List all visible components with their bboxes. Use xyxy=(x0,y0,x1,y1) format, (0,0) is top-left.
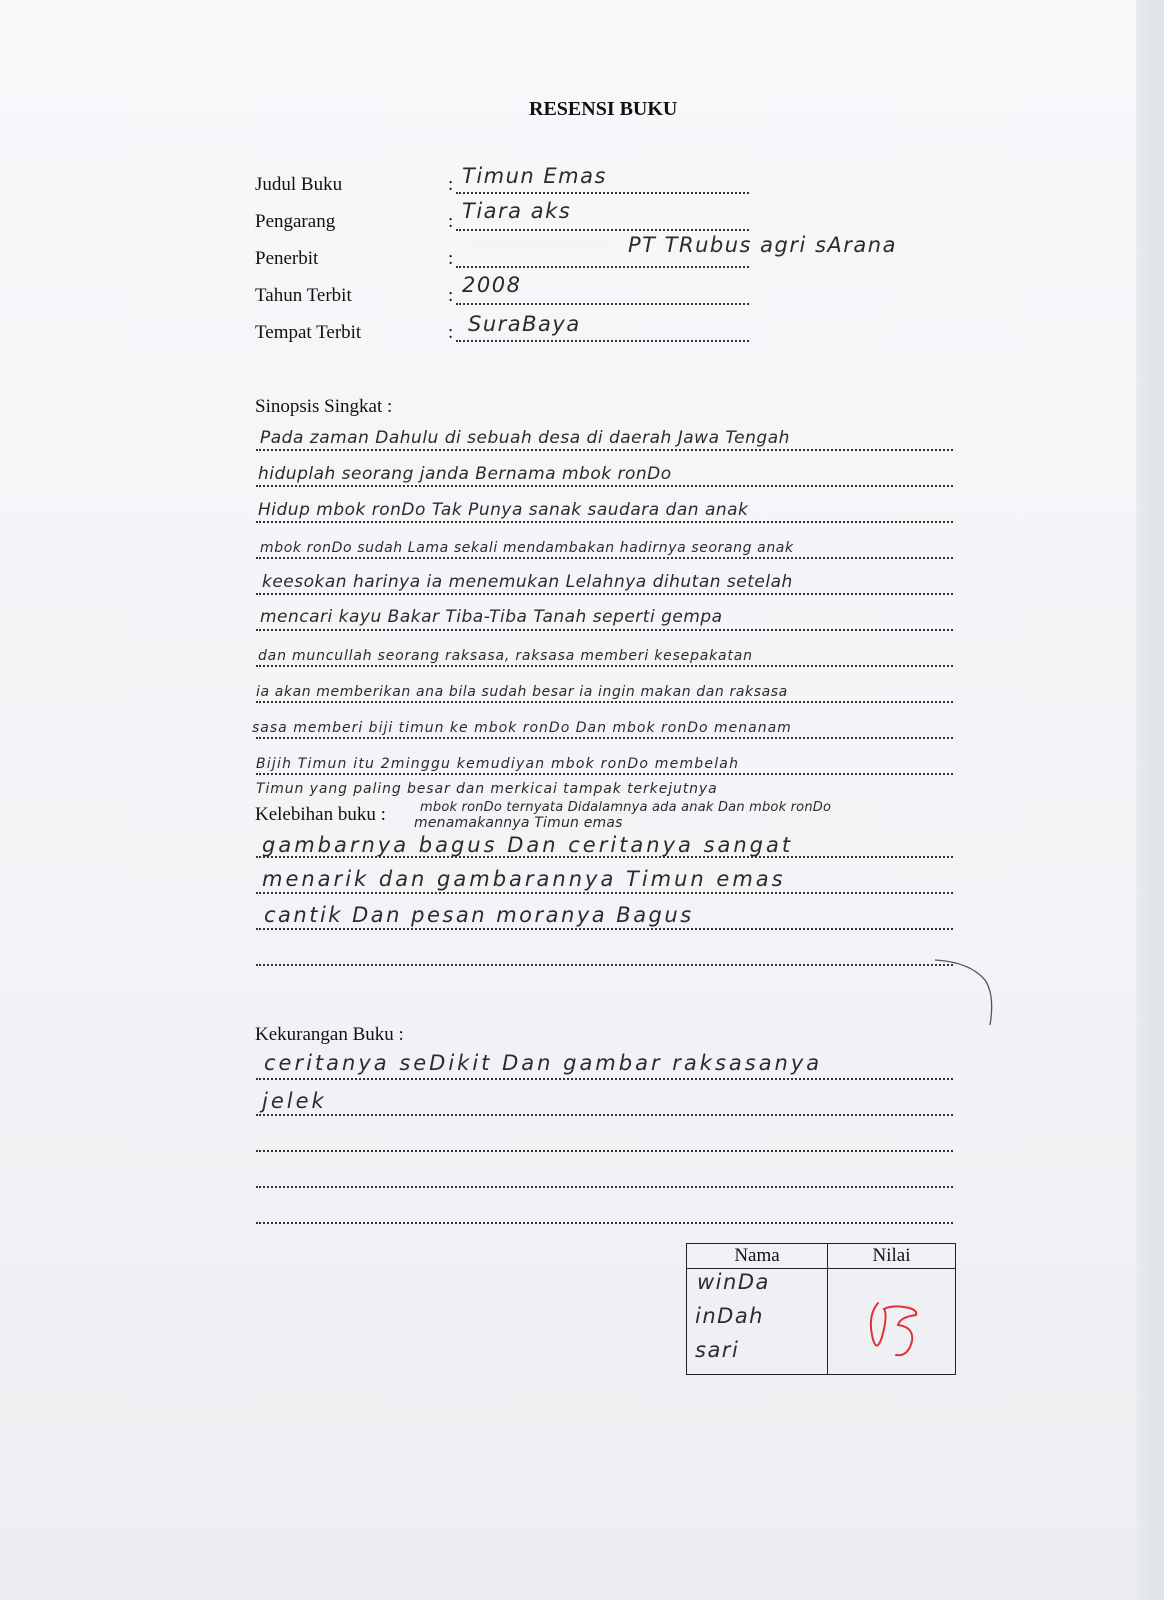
sinopsis-text-line: Hidup mbok ronDo Tak Punya sanak saudara dan anak xyxy=(258,500,749,520)
field-line xyxy=(456,192,749,194)
sinopsis-label: Sinopsis Singkat : xyxy=(255,396,393,417)
field-value-penerbit: PT TRubus agri sArana xyxy=(628,233,897,257)
sinopsis-text-line: mencari kayu Bakar Tiba-Tiba Tanah seperti gempa xyxy=(260,607,723,627)
sinopsis-text-line: menamakannya Timun emas xyxy=(414,815,623,831)
kekurangan-label: Kekurangan Buku : xyxy=(255,1024,404,1045)
sinopsis-text-line: mbok ronDo sudah Lama sekali mendambakan hadirnya seorang anak xyxy=(260,540,794,556)
correction-fluid-mark xyxy=(470,238,610,252)
field-label-tahun: Tahun Terbit xyxy=(255,285,352,306)
kelebihan-label: Kelebihan buku : xyxy=(255,804,386,825)
sinopsis-text-line: dan muncullah seorang raksasa, raksasa memberi kesepakatan xyxy=(258,648,753,664)
kekurangan-line xyxy=(256,1150,953,1152)
document-title: RESENSI BUKU xyxy=(529,98,678,120)
kelebihan-line xyxy=(256,928,953,930)
kelebihan-text-line: gambarnya bagus Dan ceritanya sangat xyxy=(262,833,794,857)
field-colon: : xyxy=(448,211,454,232)
field-colon: : xyxy=(448,322,454,343)
field-label-tempat: Tempat Terbit xyxy=(255,322,362,343)
kekurangan-line xyxy=(256,1222,953,1224)
score-table xyxy=(686,1243,956,1375)
field-value-pengarang: Tiara aks xyxy=(462,199,572,223)
kekurangan-text-line: jelek xyxy=(262,1089,327,1113)
student-name-line: sari xyxy=(695,1338,740,1362)
kelebihan-text-line: cantik Dan pesan moranya Bagus xyxy=(264,903,694,927)
student-name-line: inDah xyxy=(695,1304,764,1328)
kelebihan-line xyxy=(256,964,953,966)
field-colon: : xyxy=(448,248,454,269)
sinopsis-text-line: keesokan harinya ia menemukan Lelahnya dihutan setelah xyxy=(262,572,793,592)
field-value-tahun: 2008 xyxy=(462,273,522,297)
kekurangan-line xyxy=(256,1186,953,1188)
kekurangan-line xyxy=(256,1078,953,1080)
score-cell xyxy=(828,1269,956,1375)
paper-edge-shadow xyxy=(1136,0,1164,1600)
pen-stroke xyxy=(930,950,1000,1030)
table-header-nama: Nama xyxy=(687,1244,828,1269)
kekurangan-line xyxy=(256,1114,953,1116)
field-colon: : xyxy=(448,285,454,306)
field-line xyxy=(456,229,749,231)
sinopsis-text-line: Timun yang paling besar dan merkicai tampak terkejutnya xyxy=(256,781,718,797)
table-header-nilai: Nilai xyxy=(828,1244,956,1269)
teacher-signature-mark xyxy=(858,1295,928,1365)
field-label-pengarang: Pengarang xyxy=(255,211,336,232)
kelebihan-text-line: menarik dan gambarannya Timun emas xyxy=(262,867,786,891)
field-value-judul: Timun Emas xyxy=(462,164,607,188)
field-line xyxy=(456,266,749,268)
field-colon: : xyxy=(448,174,454,195)
sinopsis-text-line: ia akan memberikan ana bila sudah besar ia ingin makan dan raksasa xyxy=(256,684,788,700)
field-line xyxy=(456,340,749,342)
sinopsis-text-line: sasa memberi biji timun ke mbok ronDo Dan mbok ronDo menanam xyxy=(252,720,792,736)
sinopsis-text-line: Pada zaman Dahulu di sebuah desa di daerah Jawa Tengah xyxy=(260,428,790,448)
field-line xyxy=(456,303,749,305)
student-name-line: winDa xyxy=(697,1270,770,1294)
sinopsis-text-line: mbok ronDo ternyata Didalamnya ada anak Dan mbok ronDo xyxy=(420,800,832,815)
field-label-judul: Judul Buku xyxy=(255,174,343,195)
field-value-tempat: SuraBaya xyxy=(468,312,581,336)
field-label-penerbit: Penerbit xyxy=(255,248,319,269)
sinopsis-text-line: Bijih Timun itu 2minggu kemudiyan mbok ronDo membelah xyxy=(256,756,740,772)
name-cell xyxy=(687,1269,828,1375)
sinopsis-text-line: hiduplah seorang janda Bernama mbok ronDo xyxy=(258,464,672,484)
kekurangan-text-line: ceritanya seDikit Dan gambar raksasanya xyxy=(264,1051,823,1075)
kelebihan-line xyxy=(256,892,953,894)
